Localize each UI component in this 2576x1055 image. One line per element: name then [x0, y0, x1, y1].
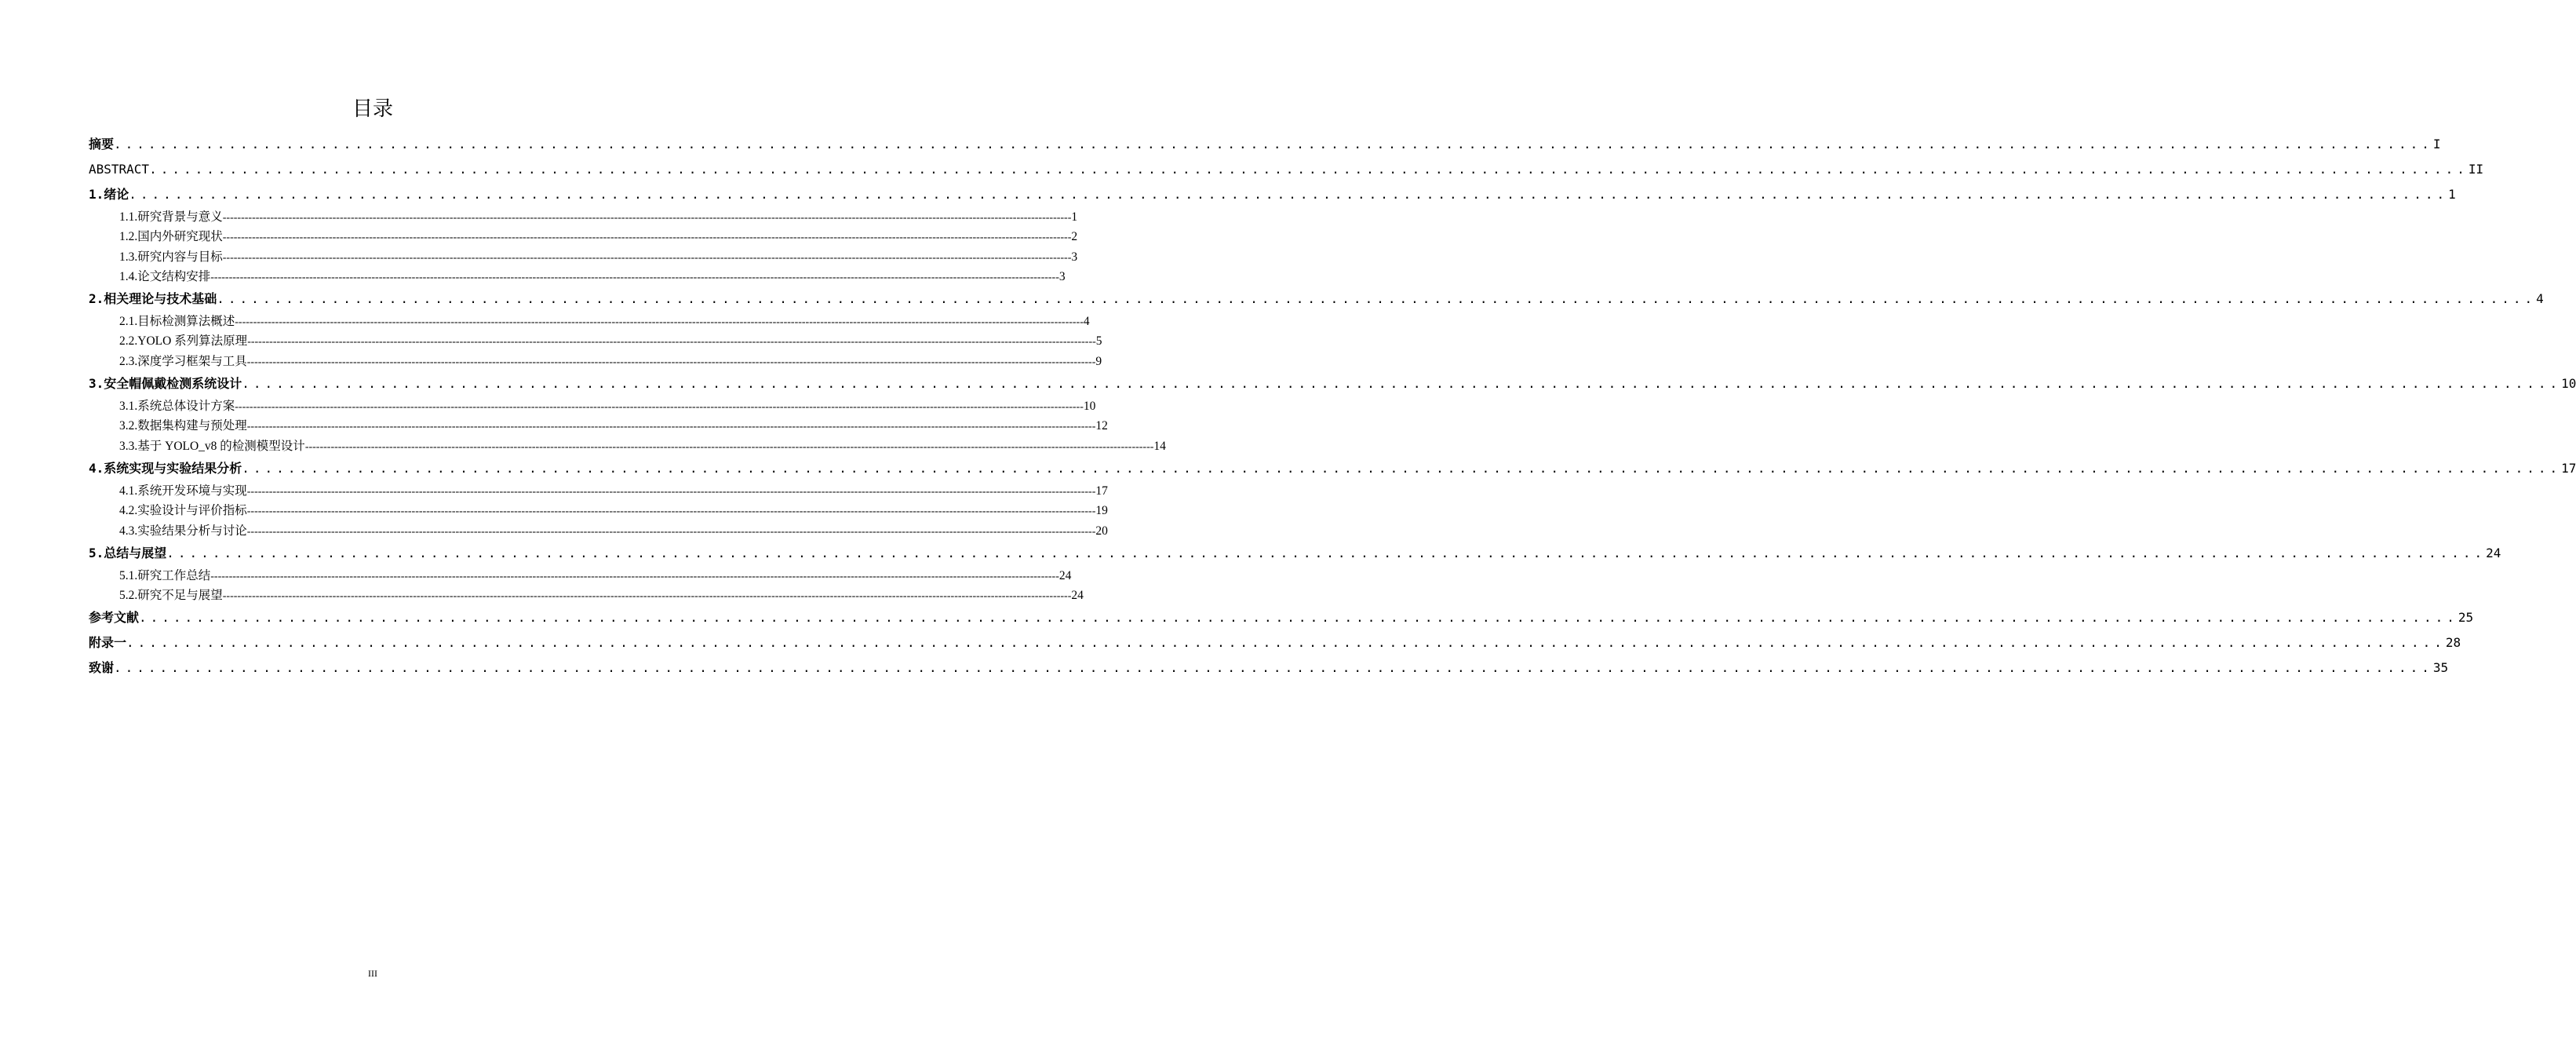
toc-leader: ----------------------------------------------------------------------------------------------------------------------------------------------------------------------------------------------------------------------------------------	[246, 525, 1096, 538]
toc-leader: ----------------------------------------------------------------------------------------------------------------------------------------------------------------------------------------------------------------------------------------	[210, 271, 1059, 283]
toc-entry-section-3-2[interactable]	[89, 416, 1108, 436]
toc-entry-label: 5.2.研究不足与展望	[119, 589, 223, 603]
toc-entry-chapter-4[interactable]	[89, 456, 2576, 481]
toc-leader: ..........................................................................................................................................................................................................	[126, 635, 2446, 651]
toc-leader: ..........................................................................................................................................................................................................	[242, 376, 2562, 392]
toc-page-number: 24	[2486, 545, 2501, 560]
toc-leader: ..........................................................................................................................................................................................................	[114, 660, 2433, 676]
toc-page-number: I	[2432, 137, 2441, 151]
toc-leader: ----------------------------------------------------------------------------------------------------------------------------------------------------------------------------------------------------------------------------------------	[235, 316, 1084, 329]
toc-leader: ----------------------------------------------------------------------------------------------------------------------------------------------------------------------------------------------------------------------------------------	[246, 485, 1096, 498]
toc-entry-label: 1.绪论	[89, 187, 129, 202]
toc-entry-label: 2.相关理论与技术基础	[89, 291, 217, 307]
toc-page-number: 3	[1071, 250, 1078, 264]
page-number-footer: III	[368, 968, 377, 979]
toc-entry-label: 附录一	[89, 635, 127, 651]
toc-leader: ----------------------------------------------------------------------------------------------------------------------------------------------------------------------------------------------------------------------------------------	[246, 506, 1096, 518]
toc-entry-label: 1.3.研究内容与目标	[119, 250, 223, 264]
toc-entry-section-1-3[interactable]	[89, 247, 1078, 267]
toc-page-number: 5	[1095, 334, 1102, 349]
toc-page-number: 9	[1095, 354, 1102, 368]
toc-entry-appendix-1[interactable]	[89, 630, 2461, 655]
toc-leader: ----------------------------------------------------------------------------------------------------------------------------------------------------------------------------------------------------------------------------------------	[210, 570, 1059, 582]
toc-page-number: 24	[1058, 568, 1072, 582]
toc-page-number: 4	[1083, 315, 1090, 329]
toc-page-number: 20	[1095, 524, 1108, 538]
toc-entry-label: 4.2.实验设计与评价指标	[119, 504, 247, 518]
toc-leader: ..........................................................................................................................................................................................................	[217, 291, 2537, 307]
toc-leader: ----------------------------------------------------------------------------------------------------------------------------------------------------------------------------------------------------------------------------------------	[235, 401, 1084, 414]
toc-page-number: 3	[1058, 269, 1066, 283]
toc-leader: ----------------------------------------------------------------------------------------------------------------------------------------------------------------------------------------------------------------------------------------	[222, 232, 1072, 244]
page-title: 目录	[352, 97, 393, 121]
toc-leader: ----------------------------------------------------------------------------------------------------------------------------------------------------------------------------------------------------------------------------------------	[304, 440, 1154, 453]
toc-entry-label: 4.系统实现与实验结果分析	[89, 460, 242, 476]
toc-page-number: 28	[2445, 635, 2461, 651]
toc-page-number: 10	[2561, 376, 2576, 392]
toc-leader: ----------------------------------------------------------------------------------------------------------------------------------------------------------------------------------------------------------------------------------------	[246, 356, 1096, 368]
toc-leader: ..........................................................................................................................................................................................................	[166, 545, 2487, 560]
toc-page-number: 1	[2448, 187, 2456, 202]
toc-entry-section-3-1[interactable]	[89, 396, 1096, 416]
toc-page-number: 17	[2561, 460, 2576, 476]
toc-leader: ----------------------------------------------------------------------------------------------------------------------------------------------------------------------------------------------------------------------------------------	[222, 251, 1072, 264]
toc-leader: ..........................................................................................................................................................................................................	[139, 610, 2458, 626]
toc-entry-chapter-1[interactable]	[89, 182, 2456, 207]
toc-entry-section-1-1[interactable]	[89, 207, 1078, 227]
toc-entry-label: 摘要	[89, 137, 115, 151]
toc-page-number: 35	[2432, 660, 2449, 676]
toc-entry-section-5-2[interactable]	[89, 586, 1084, 605]
toc-entry-label: 致谢	[89, 660, 115, 676]
toc-entry-label: 3.1.系统总体设计方案	[119, 400, 235, 414]
toc-leader: ----------------------------------------------------------------------------------------------------------------------------------------------------------------------------------------------------------------------------------------	[246, 421, 1096, 433]
toc-page-number: II	[2468, 162, 2484, 177]
toc-entry-label: 4.3.实验结果分析与讨论	[119, 524, 247, 538]
toc-entry-section-3-3[interactable]	[89, 436, 1166, 456]
toc-page-number: 10	[1083, 400, 1096, 414]
toc-leader: ..........................................................................................................................................................................................................	[242, 460, 2562, 476]
toc-page-number: 19	[1095, 504, 1108, 518]
toc-entry-label: 参考文献	[89, 610, 140, 626]
toc-entry-section-1-4[interactable]	[89, 267, 1066, 287]
table-of-contents	[89, 132, 2576, 681]
toc-leader: ----------------------------------------------------------------------------------------------------------------------------------------------------------------------------------------------------------------------------------------	[247, 336, 1096, 349]
toc-entry-label: 4.1.系统开发环境与实现	[119, 484, 247, 498]
toc-entry-references[interactable]	[89, 605, 2474, 630]
toc-entry-label: 2.2.YOLO 系列算法原理	[119, 334, 248, 349]
toc-entry-section-4-3[interactable]	[89, 521, 1108, 541]
toc-entry-chapter-2[interactable]	[89, 287, 2544, 312]
toc-entry-section-5-1[interactable]	[89, 566, 1072, 586]
toc-entry-chapter-3[interactable]	[89, 371, 2576, 396]
toc-page-number: 25	[2458, 610, 2474, 626]
toc-entry-label: ABSTRACT	[89, 162, 150, 177]
toc-leader: ----------------------------------------------------------------------------------------------------------------------------------------------------------------------------------------------------------------------------------------	[222, 590, 1072, 603]
toc-leader: ..........................................................................................................................................................................................................	[149, 162, 2469, 177]
toc-entry-label: 2.3.深度学习框架与工具	[119, 354, 247, 368]
toc-entry-abstract-en[interactable]	[89, 157, 2484, 182]
toc-leader: ..........................................................................................................................................................................................................	[114, 137, 2433, 151]
toc-entry-label: 1.4.论文结构安排	[119, 269, 211, 283]
toc-page-number: 4	[2536, 291, 2544, 307]
toc-page-number: 14	[1153, 439, 1166, 453]
toc-entry-section-2-1[interactable]	[89, 312, 1090, 331]
toc-leader: ----------------------------------------------------------------------------------------------------------------------------------------------------------------------------------------------------------------------------------------	[222, 212, 1072, 224]
toc-entry-label: 3.3.基于 YOLO_v8 的检测模型设计	[119, 439, 305, 453]
toc-entry-abstract-cn[interactable]	[89, 132, 2441, 157]
toc-page-number: 17	[1095, 484, 1108, 498]
toc-entry-section-2-3[interactable]	[89, 352, 1102, 371]
toc-entry-acknowledgements[interactable]	[89, 655, 2449, 681]
toc-page-number: 24	[1071, 589, 1084, 603]
toc-entry-label: 5.总结与展望	[89, 545, 167, 560]
toc-entry-section-1-2[interactable]	[89, 227, 1078, 246]
toc-page-number: 2	[1071, 230, 1078, 244]
toc-entry-section-4-2[interactable]	[89, 501, 1108, 520]
toc-entry-label: 1.1.研究背景与意义	[119, 210, 223, 224]
toc-entry-label: 3.2.数据集构建与预处理	[119, 419, 247, 433]
toc-entry-label: 2.1.目标检测算法概述	[119, 315, 235, 329]
toc-entry-label: 5.1.研究工作总结	[119, 568, 211, 582]
toc-entry-section-4-1[interactable]	[89, 481, 1108, 501]
toc-leader: ..........................................................................................................................................................................................................	[129, 187, 2449, 202]
toc-entry-chapter-5[interactable]	[89, 541, 2501, 566]
toc-page-number: 1	[1071, 210, 1078, 224]
toc-entry-label: 3.安全帽佩戴检测系统设计	[89, 376, 242, 392]
toc-entry-label: 1.2.国内外研究现状	[119, 230, 223, 244]
toc-page-number: 12	[1095, 419, 1108, 433]
toc-entry-section-2-2[interactable]	[89, 331, 1102, 351]
